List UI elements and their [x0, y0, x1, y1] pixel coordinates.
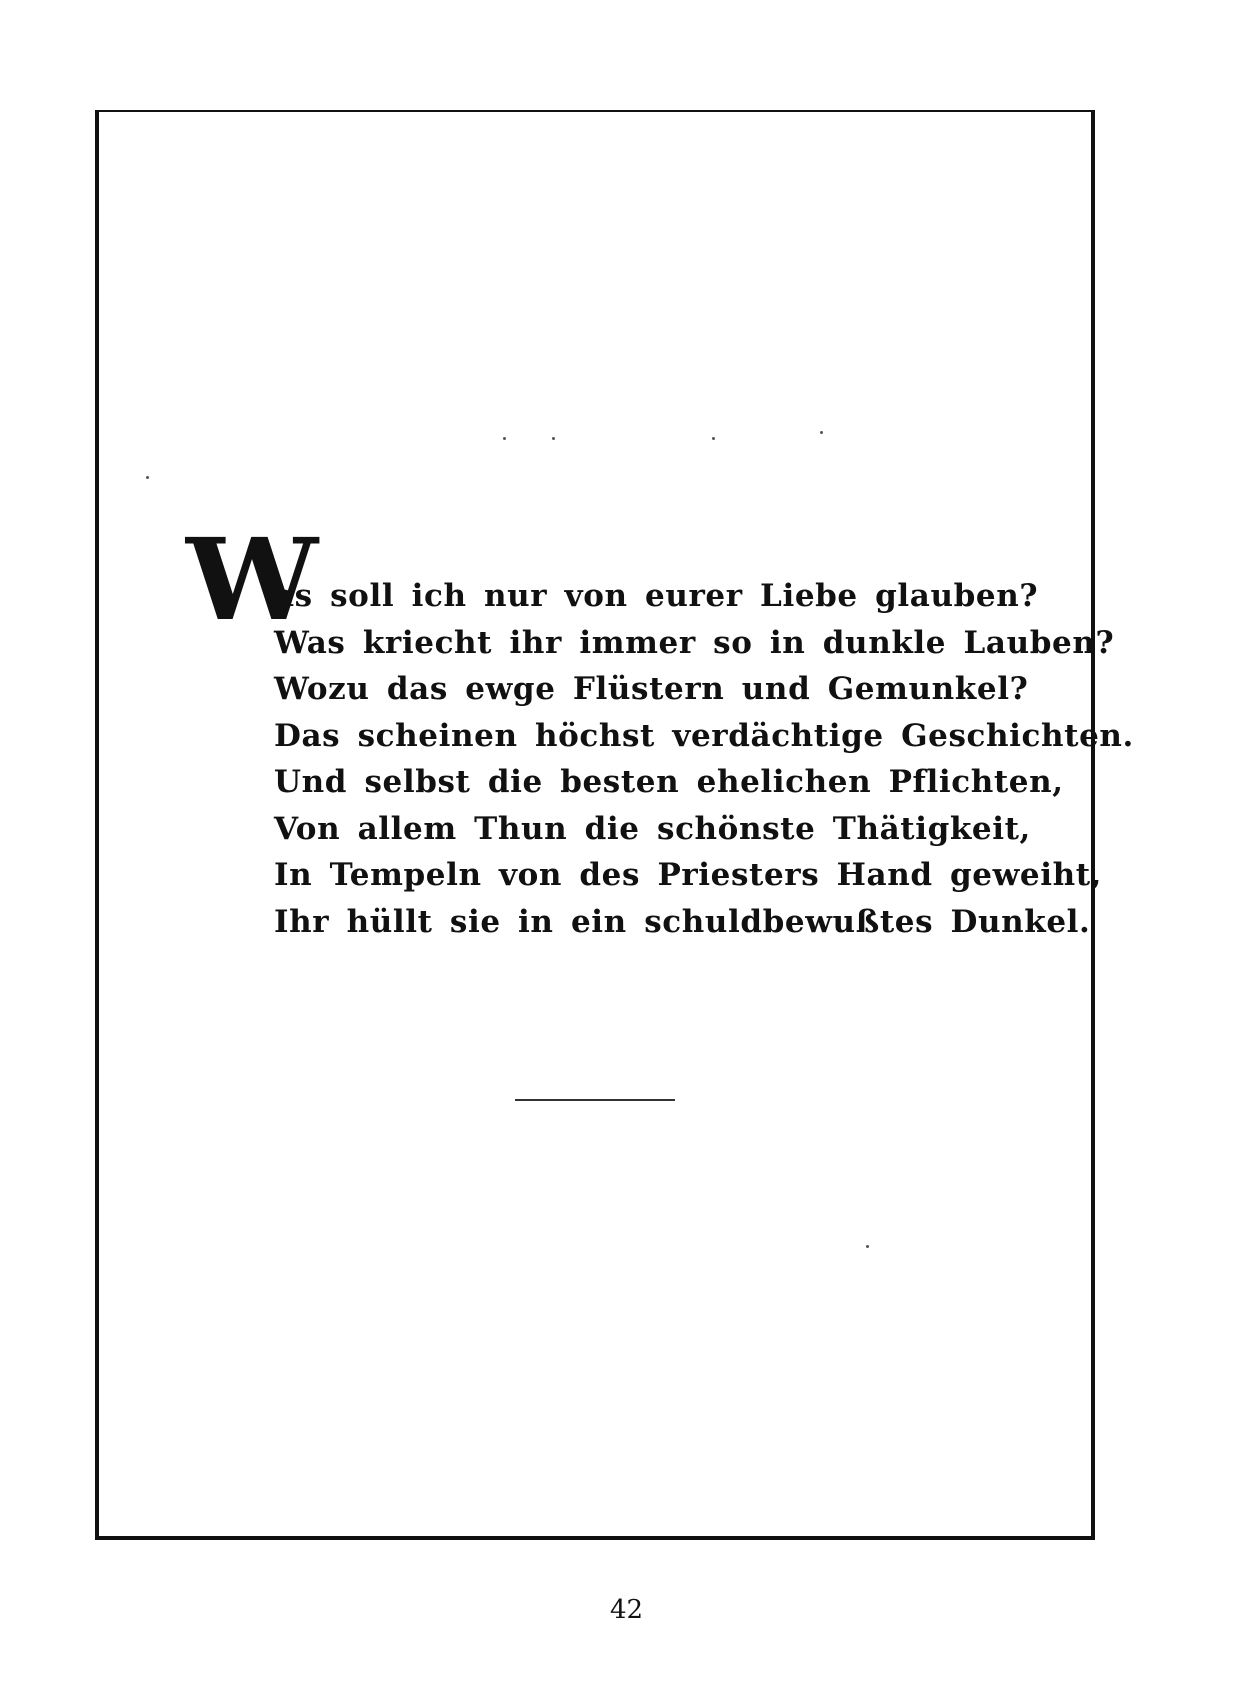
- poem-line: Ihr hüllt sie in ein schuldbewußtes Dunkel.: [274, 903, 1091, 940]
- poem-lines: [274, 573, 1134, 945]
- poem-line: Und selbst die besten ehelichen Pflichten,: [274, 764, 1064, 800]
- drop-cap: W: [186, 515, 306, 646]
- scan-speck: [866, 1245, 869, 1248]
- poem-line: Was kriecht ihr immer so in dunkle Lauben?: [274, 624, 1115, 661]
- poem-line: Wozu das ewge Flüstern und Gemunkel?: [274, 671, 1029, 707]
- scan-speck: [820, 431, 823, 434]
- page-number: 42: [609, 1595, 644, 1625]
- poem-line: Von allem Thun die schönste Thätigkeit,: [274, 810, 1031, 847]
- scan-speck: [552, 437, 555, 440]
- scan-speck: [712, 437, 715, 440]
- poem-line: In Tempeln von des Priesters Hand geweiht,: [274, 857, 1103, 893]
- scan-speck: [146, 476, 149, 479]
- section-divider: [515, 1099, 675, 1101]
- scan-speck: [503, 437, 506, 440]
- poem-line: Das scheinen höchst verdächtige Geschichten.: [274, 717, 1134, 754]
- poem-line: as soll ich nur von eurer Liebe glauben?: [274, 578, 1039, 614]
